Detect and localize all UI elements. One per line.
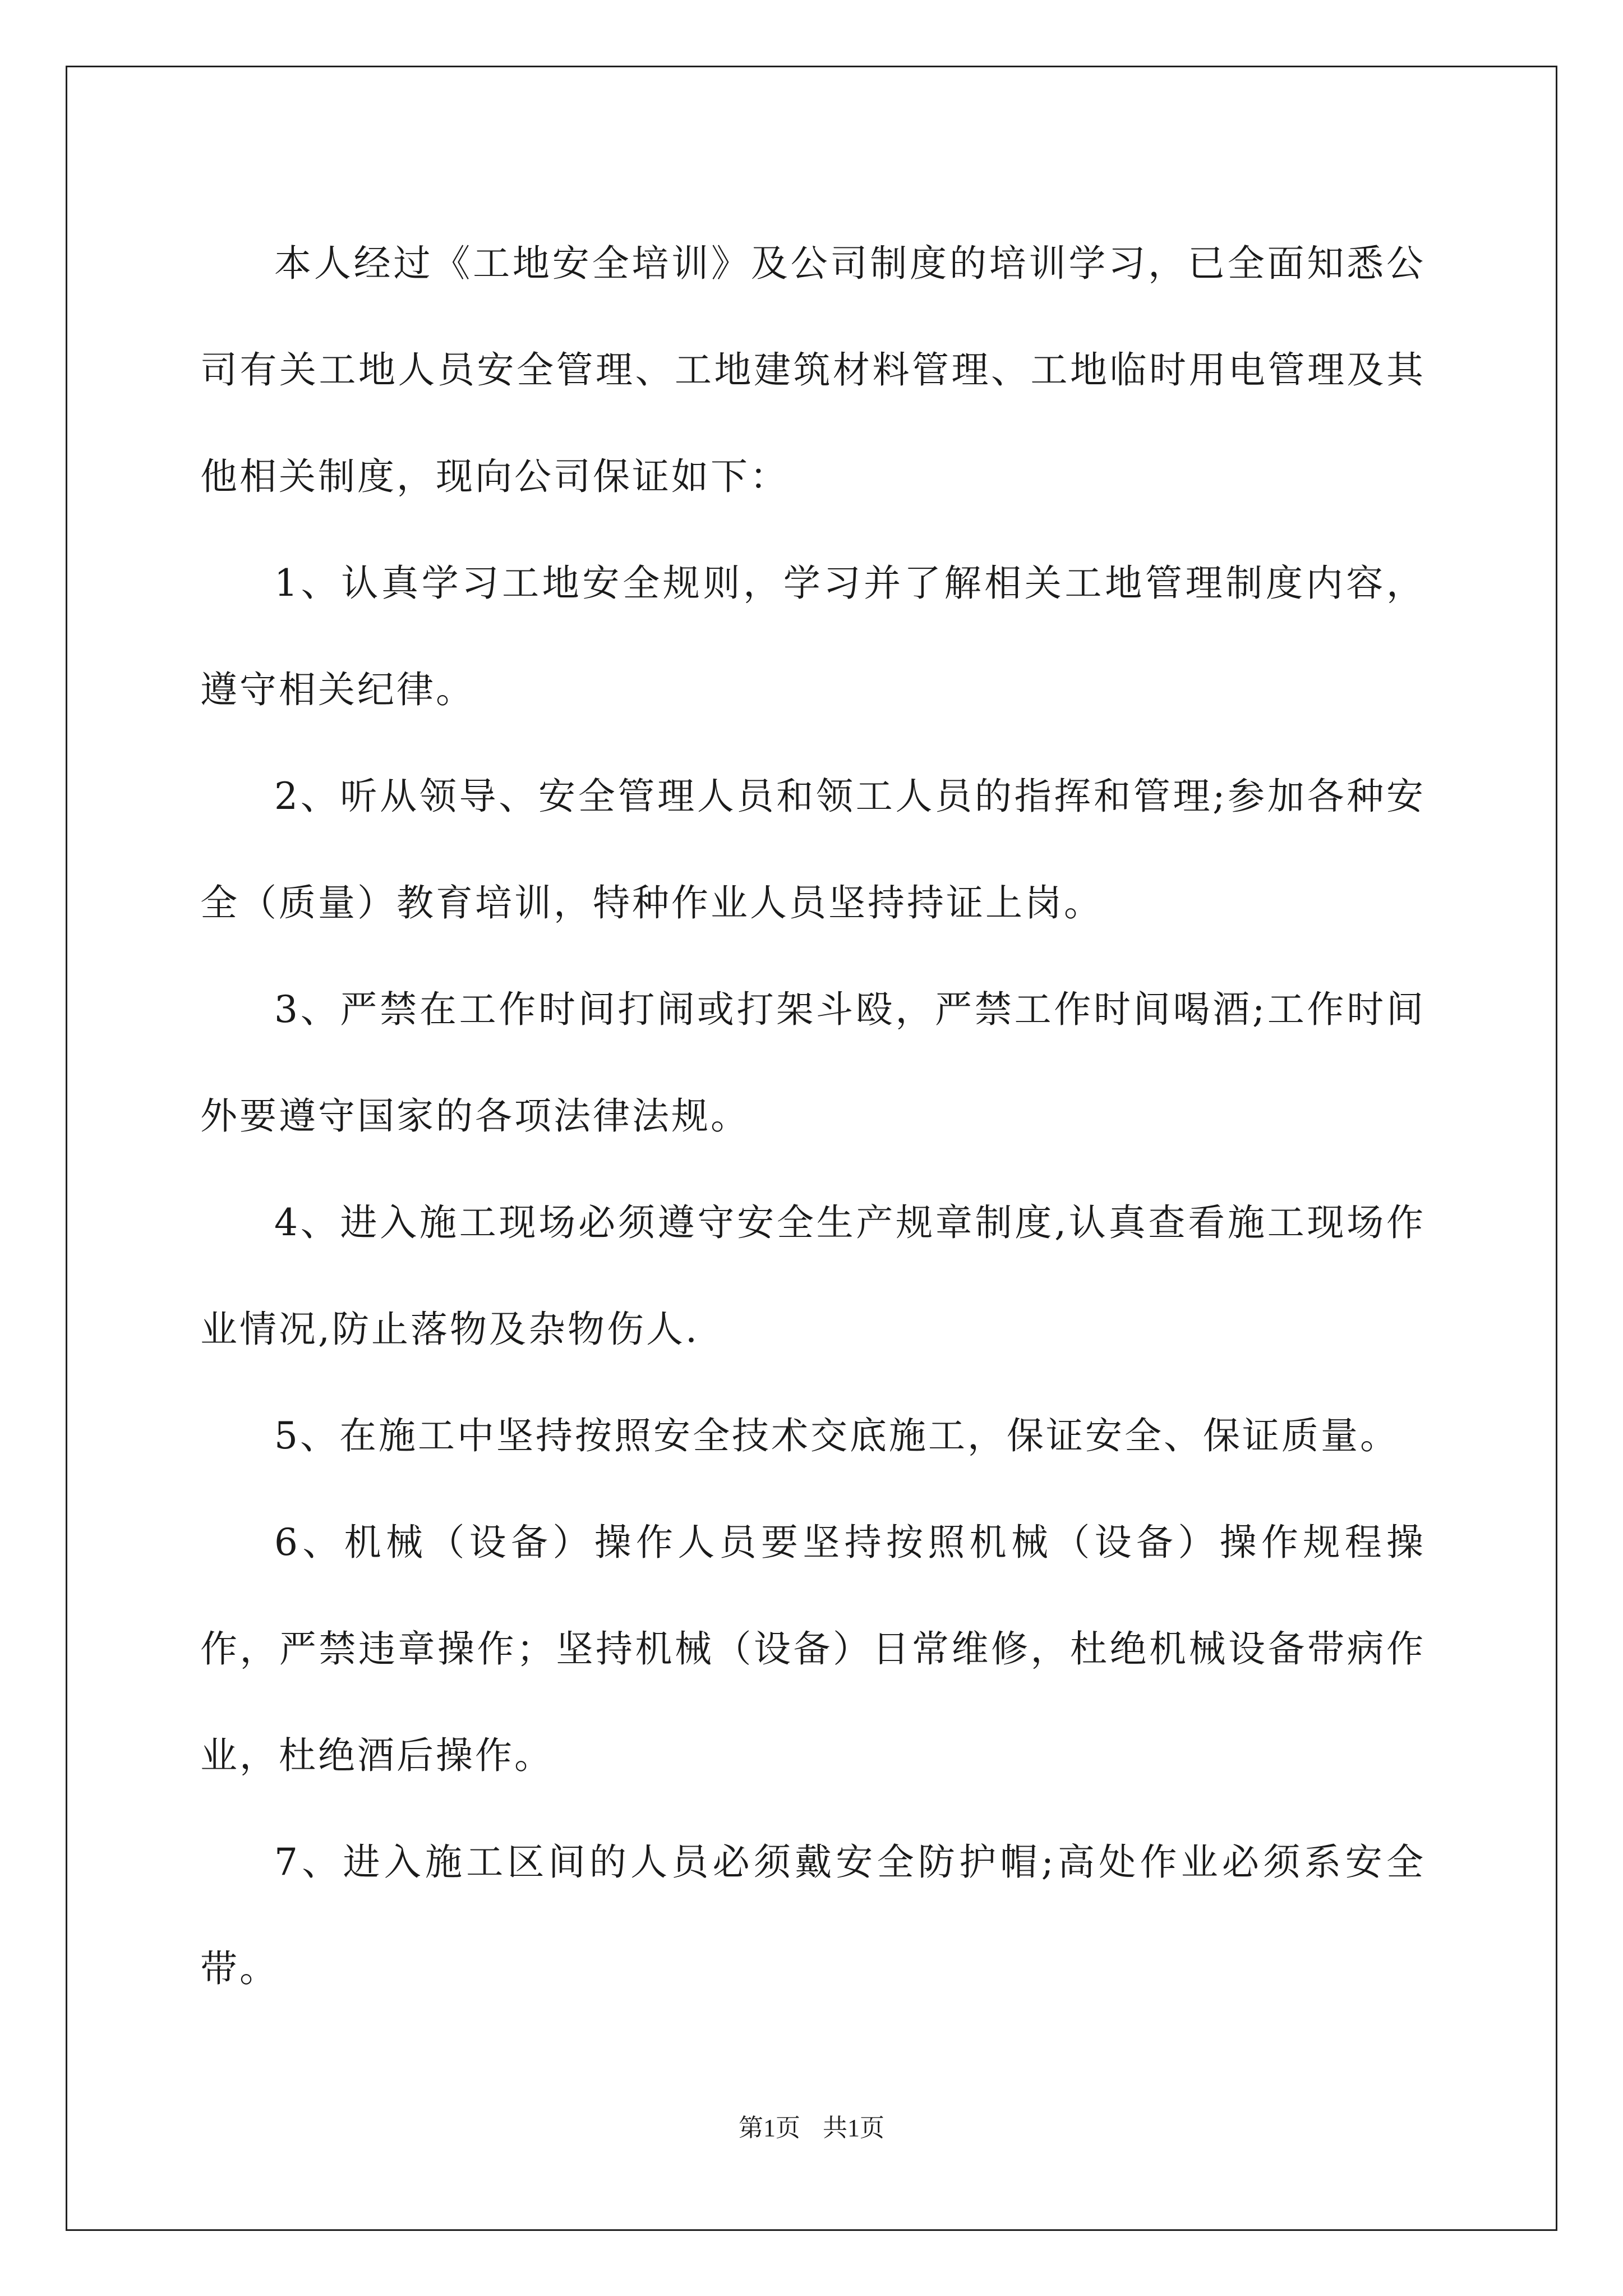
- clause-2: 2、听从领导、安全管理人员和领工人员的指挥和管理;参加各种安全（质量）教育培训，特种作业人员坚持持证上岗。: [200, 775, 1426, 924]
- clause-1: 1、认真学习工地安全规则，学习并了解相关工地管理制度内容，遵守相关纪律。: [200, 562, 1426, 711]
- clause-5: 5、在施工中坚持按照安全技术交底施工，保证安全、保证质量。: [274, 1414, 1399, 1457]
- page-footer: [0, 2111, 1623, 2145]
- page-number: 第1页: [739, 2114, 800, 2142]
- document-body: [200, 210, 1426, 2022]
- clause-6: 6、机械（设备）操作人员要坚持按照机械（设备）操作规程操作，严禁违章操作；坚持机械（设备）日常维修，杜绝机械设备带病作业，杜绝酒后操作。: [200, 1521, 1426, 1777]
- page-total: 共1页: [823, 2114, 884, 2142]
- clause-3: 3、严禁在工作时间打闹或打架斗殴，严禁工作时间喝酒;工作时间外要遵守国家的各项法律法规。: [200, 988, 1426, 1138]
- clause-7: 7、进入施工区间的人员必须戴安全防护帽;高处作业必须系安全带。: [200, 1841, 1426, 1990]
- clause-4: 4、进入施工现场必须遵守安全生产规章制度,认真查看施工现场作业情况,防止落物及杂物伤人.: [200, 1201, 1426, 1351]
- intro-paragraph: 本人经过《工地安全培训》及公司制度的培训学习，已全面知悉公司有关工地人员安全管理、工地建筑材料管理、工地临时用电管理及其他相关制度，现向公司保证如下：: [200, 242, 1426, 498]
